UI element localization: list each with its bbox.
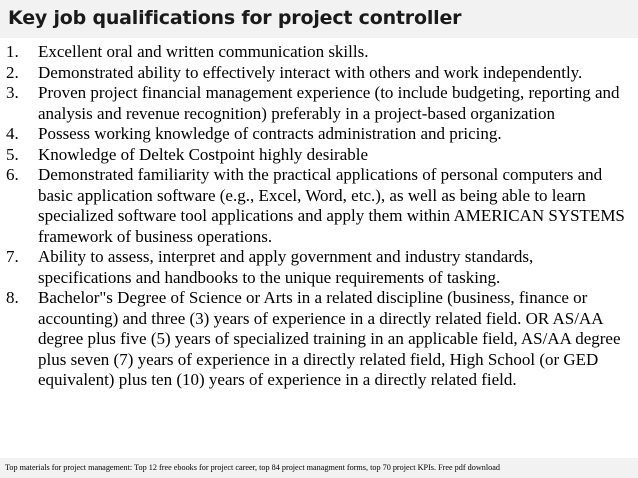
page-title: Key job qualifications for project controller (8, 7, 462, 29)
list-item (0, 83, 638, 124)
list-item-text: Ability to assess, interpret and apply government and industry standards, specifications and handbooks to the unique requirements of tasking. (38, 247, 534, 287)
list-item-text: Demonstrated familiarity with the practical applications of personal computers and basic application software (e.g., Excel, Word, etc.), as well as being able to learn specialized software tool applications and apply them within AMERICAN SYSTEMS framework of business operations. (38, 165, 625, 246)
list-item-number: 6. (6, 165, 19, 184)
list-item-number: 5. (6, 144, 19, 164)
list-item-text: Proven project financial management experience (to include budgeting, reporting and analysis and revenue recognition) preferably in a project-based organization (38, 83, 620, 123)
list-item-text: Excellent oral and written communication skills. (38, 42, 369, 61)
list-item-number: 7. (6, 247, 19, 266)
list-item-text: Demonstrated ability to effectively interact with others and work independently. (38, 62, 583, 82)
list-item-text: Knowledge of Deltek Costpoint highly desirable (38, 144, 369, 164)
list-item-number: 3. (6, 83, 19, 102)
list-item (0, 288, 638, 391)
list-item-number: 1. (6, 42, 19, 61)
list-item (0, 145, 638, 166)
list-item (0, 247, 638, 288)
list-item (0, 63, 638, 84)
list-item (0, 124, 638, 145)
list-item-text: Possess working knowledge of contracts administration and pricing. (38, 124, 502, 143)
footer-text: Top materials for project management: Top 12 free ebooks for project career, top 84 project managment forms, top 70 project KPIs. Free pdf download (5, 463, 500, 472)
list-item (0, 42, 638, 63)
footer-bar (0, 458, 638, 478)
list-item-number: 8. (6, 288, 19, 307)
qualifications-list (0, 42, 638, 391)
title-bar (0, 0, 638, 38)
list-item (0, 165, 638, 247)
list-item-text: Bachelor"s Degree of Science or Arts in a related discipline (business, finance or accounting) and three (3) years of experience in a directly related field. OR AS/AA degree plus five (5) years of specialized training in an applicable field, AS/AA degree plus seven (7) years of experience in a directly related field, High School (or GED equivalent) plus ten (10) years of experience in a directly related field. (38, 288, 621, 389)
list-item-number: 4. (6, 124, 19, 143)
list-item-number: 2. (6, 62, 19, 82)
